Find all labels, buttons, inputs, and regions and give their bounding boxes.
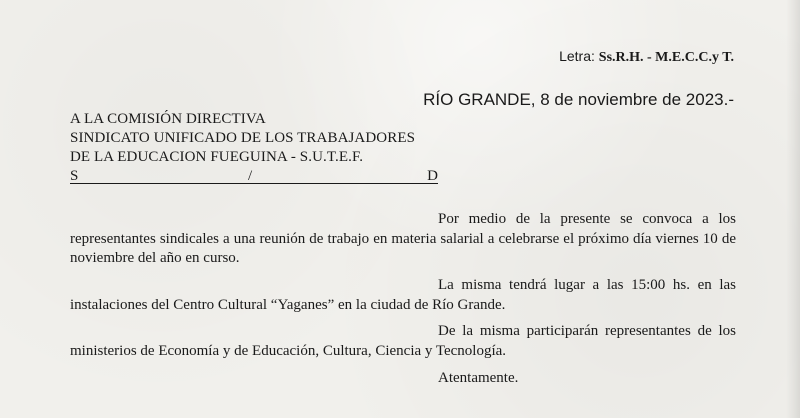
paragraph-1-text: Por medio de la presente se convoca a los representantes sindicales a una reunión de trabajo en materia salarial a celebrarse el próximo día viernes 10 de noviembre del año en curso. xyxy=(70,211,736,266)
paragraph-2-text: La misma tendrá lugar a las 15:00 hs. en las instalaciones del Centro Cultural “Yaganes” en la ciudad de Río Grande. xyxy=(70,277,736,313)
sd-underline xyxy=(70,183,438,184)
sd-d: D xyxy=(427,168,438,184)
recipient-line-2: SINDICATO UNIFICADO DE LOS TRABAJADORES xyxy=(70,130,416,146)
sd-line xyxy=(70,167,438,186)
sd-slash: / xyxy=(248,168,253,184)
paragraph-participants xyxy=(70,322,736,361)
closing-text: Atentamente. xyxy=(438,370,519,386)
recipient-block xyxy=(70,110,438,186)
paragraph-location xyxy=(70,276,736,315)
letter-reference xyxy=(559,48,734,66)
paper-edge-shadow xyxy=(786,0,800,418)
paragraph-3-text: De la misma participarán representantes de los ministerios de Economía y de Educación, Cultura, Ciencia y Tecnología. xyxy=(70,323,736,359)
letra-code: Ss.R.H. - M.E.C.C.y T. xyxy=(598,50,734,65)
sd-s: S xyxy=(70,168,79,184)
recipient-line-1: A LA COMISIÓN DIRECTIVA xyxy=(70,111,266,127)
recipient-line-3: DE LA EDUCACION FUEGUINA - S.U.T.E.F. xyxy=(70,149,364,165)
letra-label: Letra: xyxy=(559,48,595,64)
date-line: RÍO GRANDE, 8 de noviembre de 2023.- xyxy=(423,90,734,109)
paragraph-convocation xyxy=(70,210,736,269)
